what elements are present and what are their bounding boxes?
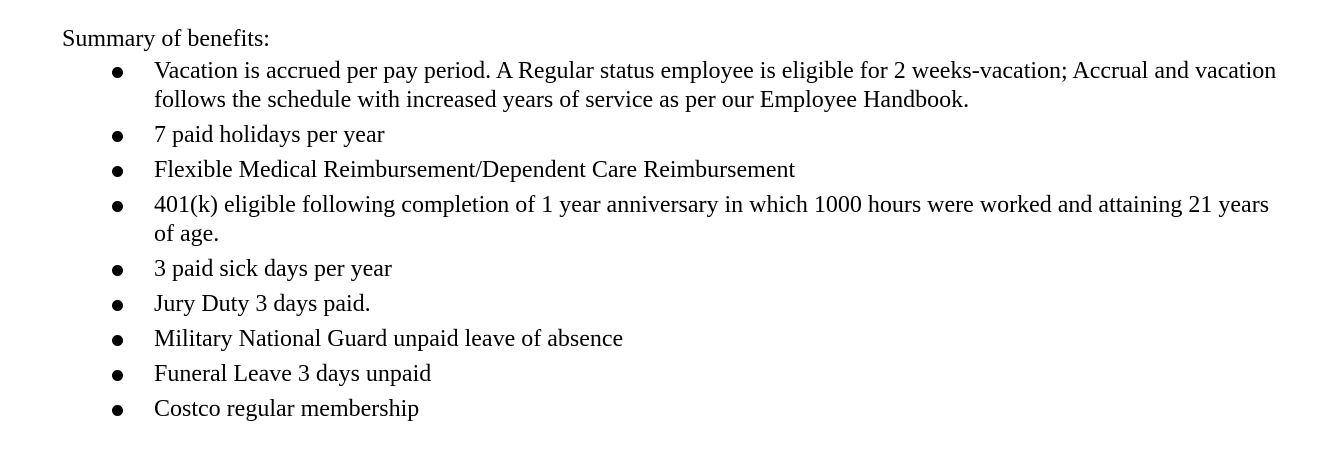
benefits-list	[62, 57, 1302, 424]
benefit-text: Funeral Leave 3 days unpaid	[154, 361, 432, 387]
bullet-icon	[112, 370, 123, 381]
benefit-text: 3 paid sick days per year	[154, 256, 392, 282]
bullet-icon	[112, 300, 123, 311]
benefit-text: Costco regular membership	[154, 396, 420, 422]
benefit-item	[62, 156, 1302, 185]
benefit-item	[62, 325, 1302, 354]
benefit-text: 401(k) eligible following completion of 1 year anniversary in which 1000 hours were worked and attaining 21 years of age.	[154, 192, 1270, 247]
benefit-item	[62, 191, 1302, 249]
bullet-icon	[112, 405, 123, 416]
bullet-icon	[112, 131, 123, 142]
document-body	[62, 24, 1302, 430]
bullet-icon	[112, 67, 123, 78]
bullet-icon	[112, 201, 123, 212]
benefit-item	[62, 255, 1302, 284]
benefit-item	[62, 360, 1302, 389]
bullet-icon	[112, 335, 123, 346]
bullet-icon	[112, 166, 123, 177]
benefit-item	[62, 121, 1302, 150]
benefit-item	[62, 395, 1302, 424]
bullet-icon	[112, 265, 123, 276]
benefit-item	[62, 290, 1302, 319]
benefit-text: Military National Guard unpaid leave of absence	[154, 326, 624, 352]
benefit-text: Vacation is accrued per pay period. A Regular status employee is eligible for 2 weeks-vacation; Accrual and vacation follows the schedule with increased years of service as per our Employee Handbook.	[154, 58, 1277, 113]
benefit-text: Flexible Medical Reimbursement/Dependent Care Reimbursement	[154, 157, 796, 183]
section-heading: Summary of benefits:	[62, 26, 270, 52]
benefit-item	[62, 57, 1302, 115]
benefit-text: Jury Duty 3 days paid.	[154, 291, 371, 317]
benefit-text: 7 paid holidays per year	[154, 122, 385, 148]
